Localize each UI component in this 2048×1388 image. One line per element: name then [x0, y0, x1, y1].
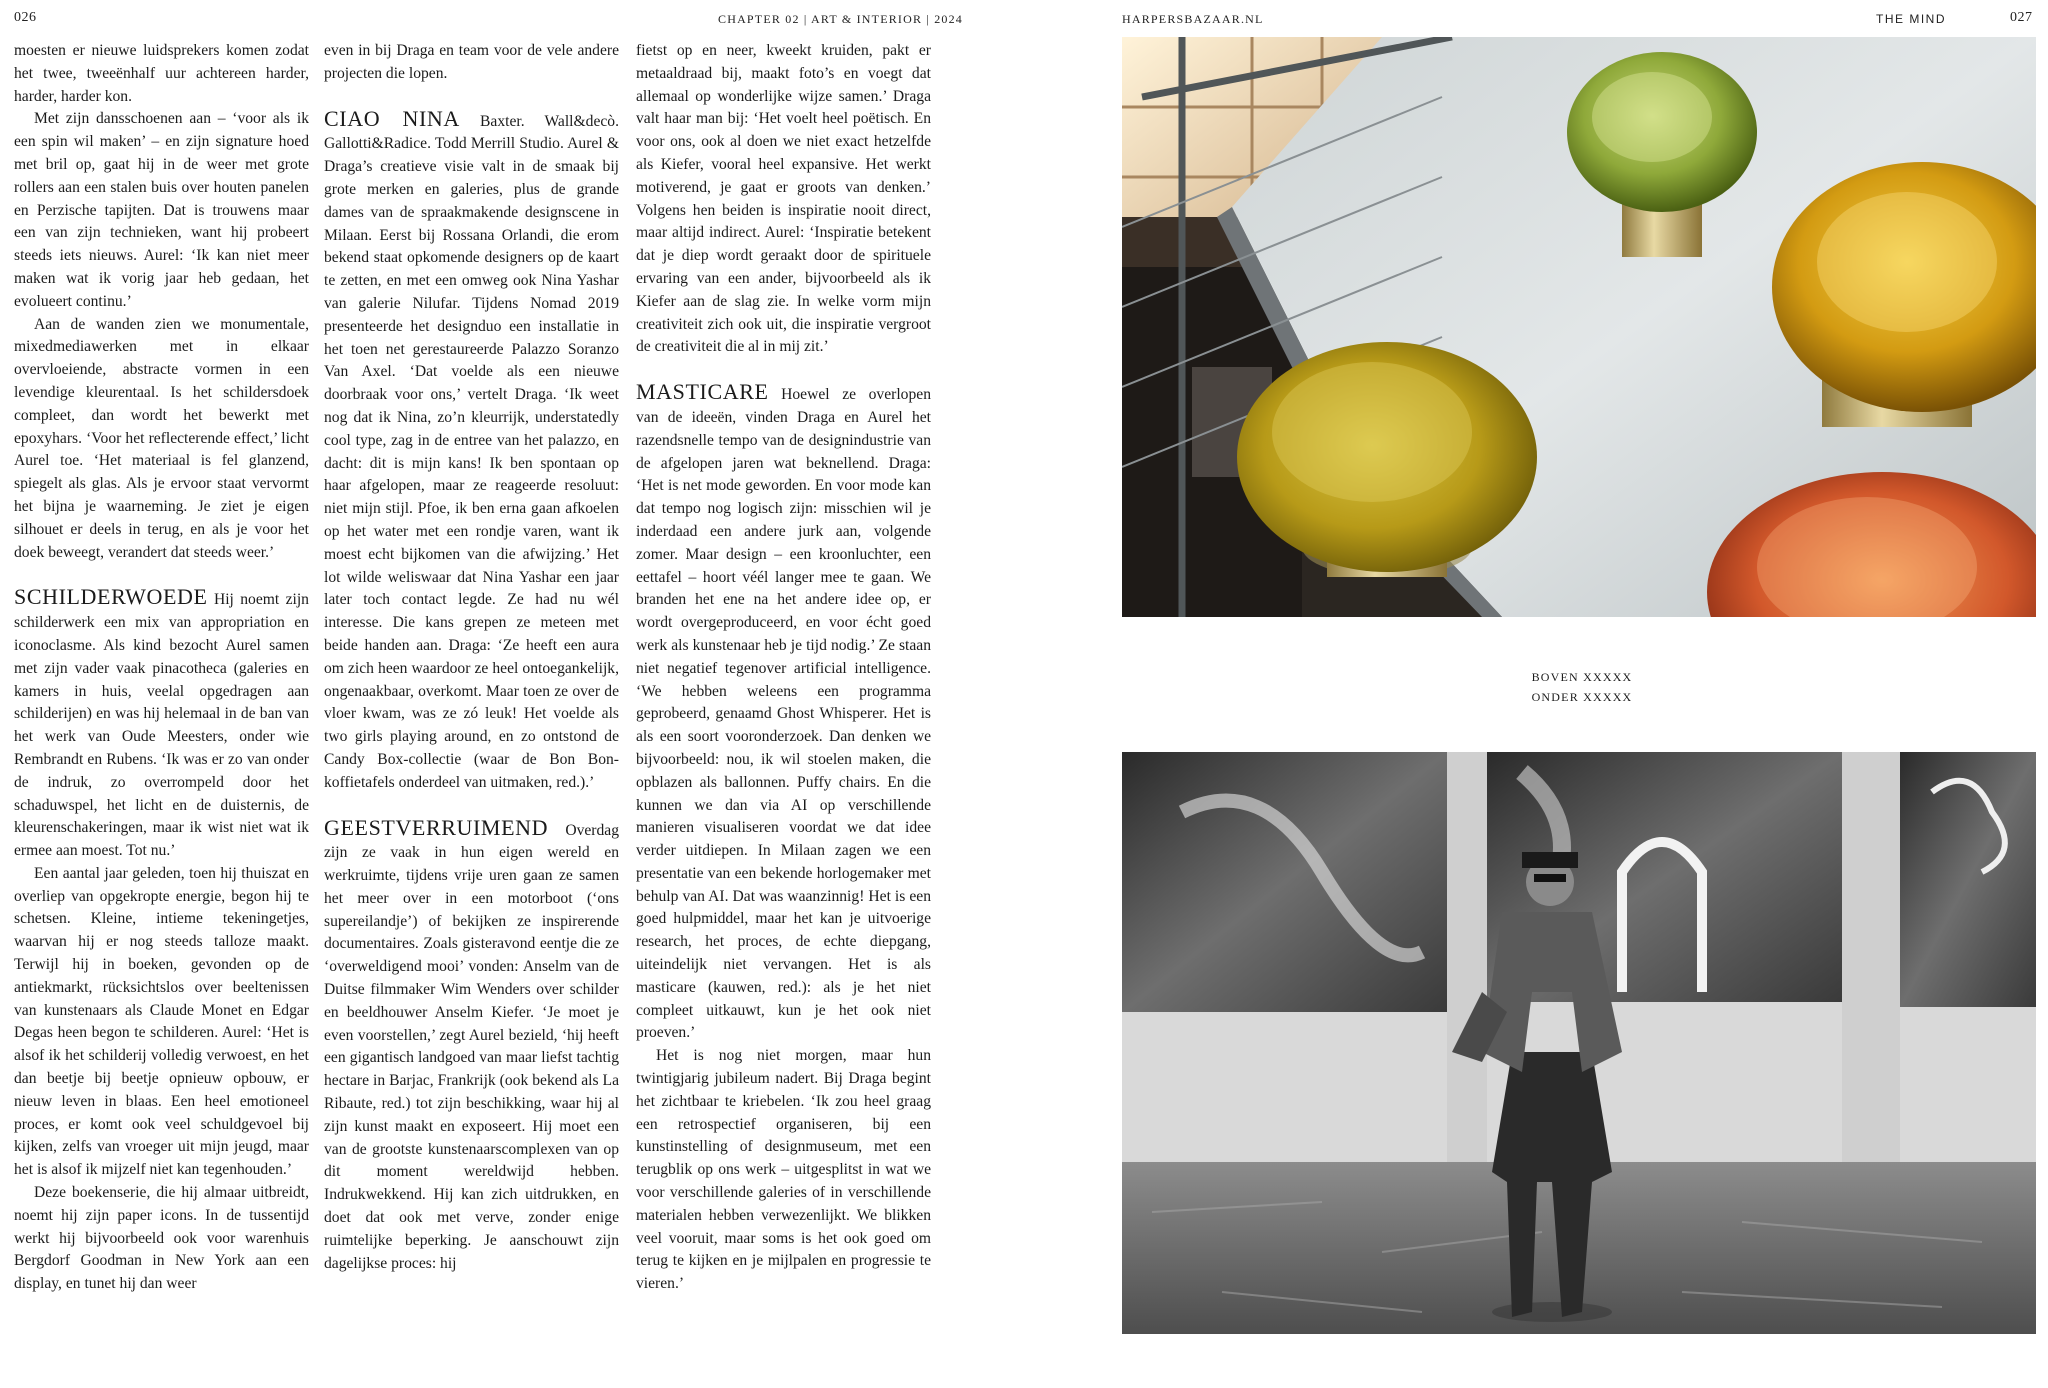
paragraph: Met zijn dansschoenen aan – ‘voor als ik een spin wil maken’ – en zijn signature hoed met bril op, gaat hij in de weer met grote rollers aan een stalen buis over houten panelen en Perzische tapijten. Dat is trouwens maar een van zijn technieken, want hij probeert steeds iets nieuws. Aurel: ‘Ik kan niet meer maken wat ik vorig jaar heb gedaan, het evolueert continu.’ — [14, 110, 309, 310]
paragraph-text: Hij noemt zijn schilderwerk een mix van appropriation en iconoclasme. Als kind bezocht Aurel samen met zijn vader vaak pinacotheca (galeries en kamers in huis, veelal opgedragen aan schilderijen) en was hij helemaal in de ban van het werk van Oude Meesters, onder wie Rembrandt en Rubens. ‘Ik was er zo van onder de indruk, zo overrompeld door het schaduwspel, het licht en de duisternis, de kleurenschakeringen, maar ik wist niet wat ik ermee aan moest. Tot nu.’ — [14, 591, 309, 860]
paragraph: Aan de wanden zien we monumentale, mixedmediawerken met in elkaar overvloeiende, abstracte vormen in een levendige kleurentaal. Is het schildersdoek compleet, dan wordt het bewerkt met epoxyhars. ‘Voor het reflecterende effect,’ licht Aurel toe. ‘Het materiaal is fel glanzend, spiegelt als glas. Als je ervoor staat vervormt het bijna je waarneming. Je ziet je eigen silhouet er deels in terug, en als je voor het doek beweegt, verandert dat steeds weer.’ — [14, 315, 309, 561]
running-head: CHAPTER 02 | ART & INTERIOR | 2024 — [718, 12, 964, 26]
paragraph-text: Baxter. Wall&decò. Gallotti&Radice. Todd Merrill Studio. Aurel & Draga’s creatieve visie valt in de smaak bij grote merken en galeries, plus de grande dames van de spraakmakende designscene in Milaan. Eerst bij Rossana Orlandi, die erom bekend staat opkomende designers op de kaart te zetten, en met een omweg ook Nina Yashar van galerie Nilufar. Tijdens Nomad 2019 presenteerde het designduo een installatie in het toen net gerestaureerde Palazzo Soranzo Van Axel. ‘Dat voelde als een nieuwe doorbraak voor ons,’ vertelt Draga. ‘Ik weet nog dat ik Nina, zo’n kleurrijk, understatedly cool type, zag in de entree van het palazzo, en dacht: dit is mijn kans! Ik ben spontaan op haar afgelopen, maar ze reageerde resoluut: niet mijn stijl. Pfoe, ik ben erna gaan afkoelen op het water met een rondje varen, want ik moest echt bijkomen van die afwijzing.’ Het lot wilde weliswaar dat Nina Yashar een jaar later toch contact legde. Ze had nu wél interesse. Die kans grepen ze meteen met beide handen aan. Draga: ‘Ze heeft een aura om zich heen waardoor ze heel ontoegankelijk, ongenaakbaar, overkomt. Maar toen ze over de vloer kwam, was ze zó leuk! Het voelde als two girls playing around, en zo ontstond de Candy Box-collectie (waar de Bon Bon-koffietafels onderdeel van uitmaken, red.).’ — [324, 112, 619, 791]
page-number-left: 026 — [14, 10, 37, 25]
paragraph-text: Hoewel ze overlopen van de ideeën, vinden Draga en Aurel het razendsnelle tempo van de designindustrie van de afgelopen jaren wat beknellend. Draga: ‘Het is net mode geworden. En voor mode kan dat tempo nog logisch zijn: misschien wil je inderdaad een andere jurk aan, volgende zomer. Maar design – een kroonluchter, een eettafel – hoort véél langer mee te gaan. We branden het ene na het andere idee op, er wordt overgeproduceerd, en voor écht goed werk als kunstenaar heb je tijd nodig.’ Ze staan niet negatief tegenover artificial intelligence. ‘We hebben weleens een programma geprobeerd, genaamd Ghost Whisperer. Het is als een soort vooronderzoek. Dan denken we bijvoorbeeld: nou, ik wil stoelen maken, die opblazen als ballonnen. Puffy chairs. En die kunnen we dan via AI op verschillende manieren visualiseren voordat we dat idee verder uitdiepen. In Milaan zagen we een presentatie van een bekende horlogemaker met behulp van AI. Dat was waanzinnig! Het is een goed hulpmiddel, maar het kan je uitvoerige research, het proces, de echte diepgang, uiteindelijk niet vervangen. Het is als masticare (kauwen, red.): als je het niet compleet uitkauwt, kun je het ook niet proeven.’ — [636, 386, 931, 1042]
text-column-3 — [636, 40, 931, 1340]
subheading: CIAO NINA — [324, 105, 460, 131]
paragraph: even in bij Draga en team voor de vele andere projecten die lopen. — [324, 42, 619, 82]
site-name: HARPERSBAZAAR.NL — [1122, 12, 1264, 26]
section-paragraph — [14, 586, 309, 863]
photo-artist-studio — [1122, 752, 2036, 1334]
paragraph: Het is nog niet morgen, maar hun twintigjarig jubileum nadert. Bij Draga begint het zichtbaar te kriebelen. ‘Ik zou heel graag een retrospectief organiseren, bij een kunstinstelling of designmuseum, met een terugblik op ons werk – uitgesplitst in wat we voor verschillende galeries of in verschillende materialen hebben verwezenlijkt. We blikken veel vooruit, maar soms is het ook goed om terug te kijken en je mijlpalen en progressie te vieren.’ — [636, 1047, 931, 1293]
artist-studio-illustration — [1122, 752, 2036, 1334]
section-paragraph — [324, 814, 619, 1276]
section-label: THE MIND — [1876, 12, 1946, 26]
paragraph: Een aantal jaar geleden, toen hij thuiszat en overliep van opgekropte energie, begon hij te schetsen. Kleine, intieme tekeningetjes, waarvan hij er nog steeds talloze maakt. Terwijl hij in boeken, gevonden op de antiekmarkt, rücksichtslos over beeltenissen van kunstenaars als Claude Monet en Edgar Degas heen begon te schilderen. Aurel: ‘Het is alsof ik het schilderij volledig verwoest, en het dan beetje bij beetje opnieuw opbouw, er nieuw leven in blaas. Een heel emotioneel proces, er komt ook veel schuldgevoel bij kijken, zelfs van vroeger uit mijn jeugd, maar het is alsof ik mijzelf niet kan tegenhouden.’ — [14, 864, 309, 1179]
caption-top: BOVEN XXXXX — [1531, 670, 1633, 684]
photo-glass-tables — [1122, 37, 2036, 617]
paragraph-text: Overdag zijn ze vaak in hun eigen wereld en werkruimte, tijdens vrije uren gaan ze samen het meer over in een motorboot (‘ons supereilandje’) of bekijken ze inspirerende documentaires. Zoals gisteravond eentje die ze ‘overweldigend mooi’ vonden: Anselm van de Duitse filmmaker Wim Wenders over schilder en beeldhouwer Anselm Kiefer. ‘Je moet je even voorstellen,’ zegt Aurel bezield, ‘hij heeft een gigantisch landgoed van maar liefst tachtig hectare in Barjac, Frankrijk (ook bekend als La Ribaute, red.) tot zijn beschikking, waar hij al zijn kunst maakt en exposeert. Hij moet een van de grootste kunstenaarscomplexen van op dit moment wereldwijd hebben. Indrukwekkend. Hij kan zich uitdrukken, en doet dat ook met verve, zonder enige ruimtelijke beperking. Je aanschouwt zijn dagelijkse proces: hij — [324, 821, 619, 1272]
paragraph: Deze boekenserie, die hij almaar uitbreidt, noemt hij zijn paper icons. In de tussentijd werkt hij bijvoorbeeld ook voor warenhuis Bergdorf Goodman in New York aan een display, en tunet hij dan weer — [14, 1184, 309, 1293]
text-column-1 — [14, 40, 309, 1340]
paragraph: moesten er nieuwe luidsprekers komen zodat het twee, tweeënhalf uur achtereen harder, harder, harder kon. — [14, 42, 309, 105]
glass-tables-illustration — [1122, 37, 2036, 617]
subheading: MASTICARE — [636, 379, 769, 405]
section-paragraph — [324, 105, 619, 795]
paragraph: fietst op en neer, kweekt kruiden, pakt er metaaldraad bij, maakt foto’s en voegt dat allemaal op wonderlijke wijze samen.’ Draga valt haar man bij: ‘Het voelt heel poëtisch. En voor ons, ook al doen we niet exact hetzelfde als Kiefer, vooral heel expansive. Het werkt motiverend, je gaat er groots van denken.’ Volgens hen beiden is inspiratie nooit direct, maar altijd indirect. Aurel: ‘Inspiratie betekent dat je diep wordt geraakt door de spirituele ervaring van een ander, bijvoorbeeld als ik Kiefer aan de slag zie. In welke vorm mijn creativiteit zich ook uit, die inspiratie vergroot de creativiteit die al in mij zit.’ — [636, 42, 931, 356]
subheading: GEESTVERRUIMEND — [324, 814, 549, 840]
page-number-right: 027 — [2010, 10, 2033, 25]
caption-bottom: ONDER XXXXX — [1531, 690, 1633, 704]
subheading: SCHILDERWOEDE — [14, 584, 208, 610]
section-paragraph — [636, 381, 931, 1045]
text-column-2 — [324, 40, 619, 1340]
